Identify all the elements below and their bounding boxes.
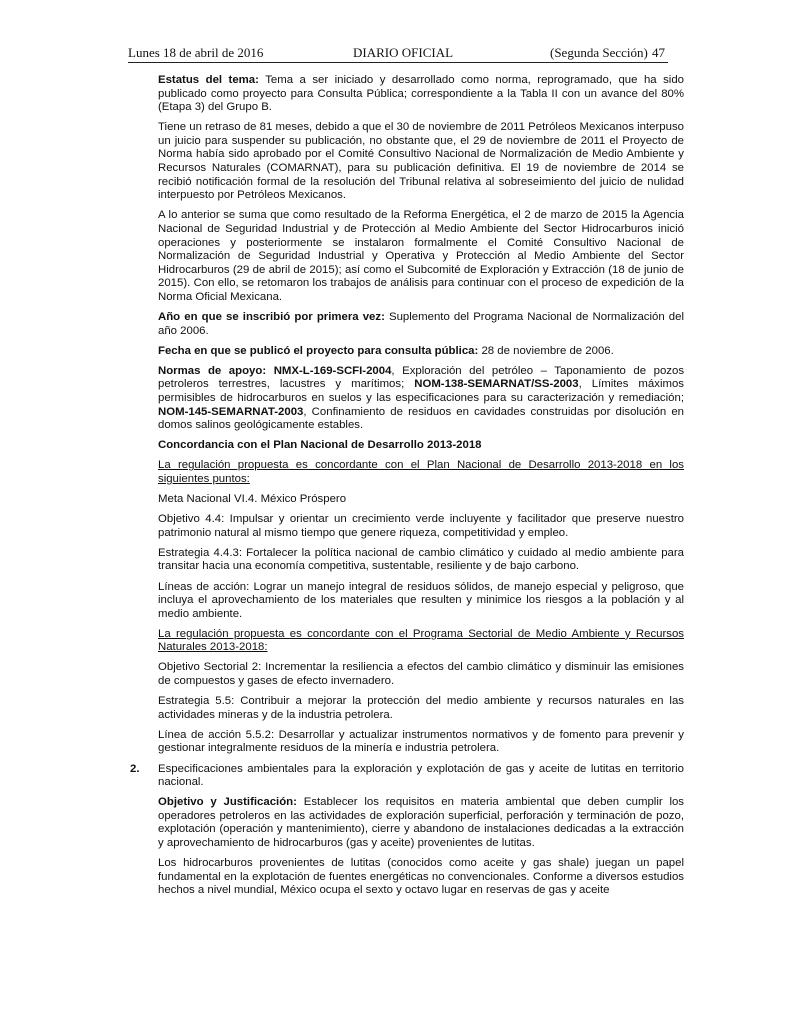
- norm-code-1: NMX-L-169-SCFI-2004: [273, 364, 392, 377]
- header-date: Lunes 18 de abril de 2016: [128, 45, 264, 60]
- sectoral-objective-paragraph: Objetivo Sectorial 2: Incrementar la resiliencia a efectos del cambio climático y disminuir las emisiones de compuestos y gases de efecto invernadero.: [158, 661, 684, 688]
- shale-hydrocarbons-paragraph: Los hidrocarburos provenientes de lutitas (conocidos como aceite y gas shale) juegan un papel fundamental en la explotación de fuentes energéticas no convencionales. Conforme a diversos estudios hechos a nivel mundial, México ocupa el sexto y octavo lugar en reservas de gas y aceite: [158, 857, 684, 897]
- delay-paragraph: Tiene un retraso de 81 meses, debido a que el 30 de noviembre de 2011 Petróleos Mexicanos interpuso un juicio para suspender su publicación, no obstante que, el 29 de noviembre de 2011 el Proyecto de Norma había sido aprobado por el Comité Consultivo Nacional de Normalización de Medio Ambiente y Recursos Naturales (COMARNAT), para su publicación definitiva. El 19 de noviembre de 2014 se recibió notificación formal de la resolución del Tribunal relativa al sobreseimiento del juicio de nulidad interpuesto por Petróleos Mexicanos.: [158, 121, 684, 202]
- publication-date-paragraph: [158, 345, 684, 359]
- concordance-heading: Concordancia con el Plan Nacional de Desarrollo 2013-2018: [158, 439, 482, 452]
- publication-date-text: 28 de noviembre de 2006.: [478, 344, 614, 357]
- header-publication-title: DIARIO OFICIAL: [353, 45, 454, 60]
- norm-text-3: , Confinamiento de residuos en cavidades construidas por disolución en domos salinos geológicamente estables.: [158, 405, 684, 432]
- support-norms-label: Normas de apoyo:: [158, 364, 267, 377]
- list-item-number: 2.: [130, 762, 140, 775]
- norm-text-2: , Límites máximos permisibles de hidrocarburos en suelos y las especificaciones para su caracterización y remediación;: [158, 378, 684, 404]
- header-section: (Segunda Sección): [550, 45, 648, 60]
- document-body: [130, 74, 685, 904]
- status-label: Estatus del tema:: [158, 74, 259, 86]
- support-norms-paragraph: [158, 365, 684, 433]
- objective-justification-label: Objetivo y Justificación:: [158, 796, 297, 809]
- objective-justification-text: Establecer los requisitos en materia ambiental que deben cumplir los operadores petroleros en las actividades de exploración superficial, perforación y terminación de pozo, explotación (operación y mantenimiento), cierre y abandono de instalaciones dedicadas a la extracción y aprovechamiento de hidrocarburos (gas y aceite) provenientes de lutitas.: [158, 796, 684, 849]
- strategy-5-5-paragraph: Estrategia 5.5: Contribuir a mejorar la protección del medio ambiente y recursos naturales en las actividades mineras y de la industria petrolera.: [158, 695, 684, 721]
- strategy-paragraph: Estrategia 4.4.3: Fortalecer la política nacional de cambio climático y cuidado al medio ambiente para transitar hacia una economía competitiva, sustentable, resiliente y de bajo carbono.: [158, 546, 684, 573]
- norm-code-2: NOM-138-SEMARNAT/SS-2003: [414, 378, 579, 391]
- list-item-2-text: Especificaciones ambientales para la exploración y explotación de gas y aceite de lutitas en territorio nacional.: [158, 762, 684, 789]
- objective-paragraph: Objetivo 4.4: Impulsar y orientar un crecimiento verde incluyente y facilitador que preserve nuestro patrimonio natural al mismo tiempo que genere riqueza, competitividad y empleo.: [158, 513, 684, 539]
- norm-code-3: NOM-145-SEMARNAT-2003: [158, 405, 304, 418]
- status-paragraph: [158, 74, 684, 115]
- sectoral-program-paragraph: La regulación propuesta es concordante con el Programa Sectorial de Medio Ambiente y Recursos Naturales 2013-2018:: [158, 627, 684, 654]
- action-line-5-5-2-paragraph: Línea de acción 5.5.2: Desarrollar y actualizar instrumentos normativos y de fomento para prevenir y gestionar integralmente residuos de la minería e industria petrolera.: [158, 728, 684, 755]
- national-goal-paragraph: Meta Nacional VI.4. México Próspero: [158, 493, 347, 506]
- header-divider: [128, 62, 668, 63]
- energy-reform-paragraph: A lo anterior se suma que como resultado de la Reforma Energética, el 2 de marzo de 2015 la Agencia Nacional de Seguridad Industrial y de Protección al Medio Ambiente del Sector Hidrocarburos inició operaciones y posteriormente se instalaron formalmente el Comité Consultivo Nacional de Normalización de Seguridad Industrial y Operativa y Protección al Medio Ambiente del Sector Hidrocarburos (29 de abril de 2015); así como el Subcomité de Exploración y Extracción (18 de junio de 2015). Con ello, se retomaron los trabajos de análisis para continuar con el proceso de expedición de la Norma Oficial Mexicana.: [158, 209, 684, 303]
- action-lines-paragraph: Líneas de acción: Lograr un manejo integral de residuos sólidos, de manejo especial y peligroso, que incluya el aprovechamiento de los materiales que resulten y minimice los riesgos a la población y al medio ambiente.: [158, 580, 684, 620]
- first-registered-text: Suplemento del Programa Nacional de Normalización del año 2006.: [158, 311, 684, 337]
- status-text: Tema a ser iniciado y desarrollado como norma, reprogramado, que ha sido publicado como proyecto para Consulta Pública; correspondiente a la Tabla II con un avance del 80% (Etapa 3) del Grupo B.: [158, 74, 684, 114]
- norm-text-1: , Exploración del petróleo – Taponamiento de pozos petroleros terrestres, lacustres y marítimos;: [158, 364, 685, 391]
- first-registered-label: Año en que se inscribió por primera vez:: [158, 311, 385, 323]
- pnd-concordance-paragraph: La regulación propuesta es concordante con el Plan Nacional de Desarrollo 2013-2018 en los siguientes puntos:: [158, 459, 684, 485]
- first-registered-paragraph: [158, 311, 684, 338]
- list-item-2: [130, 762, 684, 790]
- objective-justification-paragraph: [158, 796, 684, 850]
- header-page-number: 47: [652, 45, 665, 60]
- publication-date-label: Fecha en que se publicó el proyecto para consulta pública:: [158, 344, 479, 357]
